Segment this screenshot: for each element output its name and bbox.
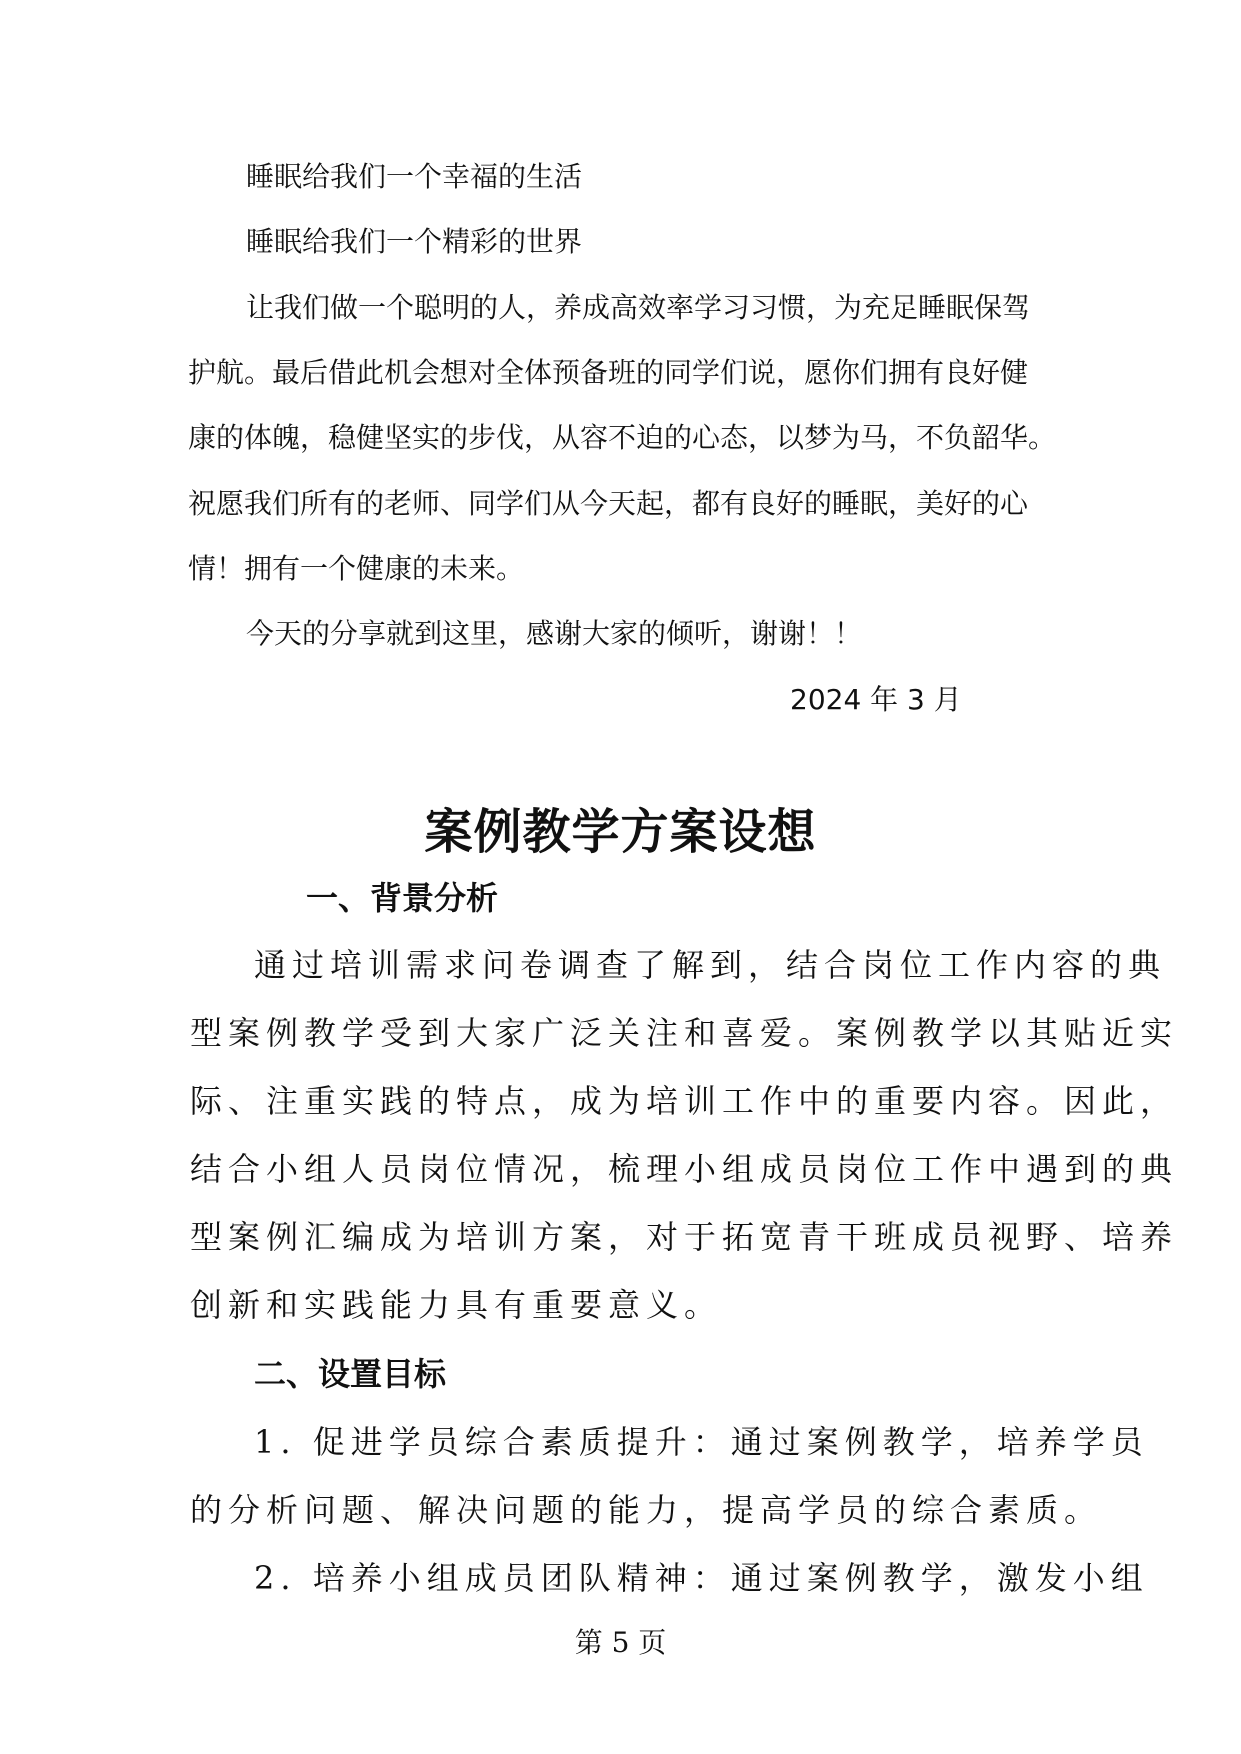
- goal-item-1-line: 的分析问题、解决问题的能力，提高学员的综合素质。: [190, 1491, 1103, 1529]
- background-paragraph-line: 际、注重实践的特点，成为培训工作中的重要内容。因此，: [190, 1082, 1179, 1120]
- speech-paragraph-line: 让我们做一个聪明的人，养成高效率学习习惯，为充足睡眠保驾: [246, 291, 1031, 324]
- speech-paragraph-line: 情！拥有一个健康的未来。: [188, 552, 525, 585]
- goal-item-2-line: 2. 培养小组成员团队精神：通过案例教学，激发小组: [254, 1559, 1149, 1597]
- background-paragraph-line: 通过培训需求问卷调查了解到，结合岗位工作内容的典: [254, 946, 1167, 984]
- page-number: 第 5 页: [574, 1626, 667, 1659]
- speech-paragraph-line: 祝愿我们所有的老师、同学们从今天起，都有良好的睡眠，美好的心: [188, 487, 1029, 520]
- speech-thanks: 今天的分享就到这里，感谢大家的倾听，谢谢！！: [246, 617, 863, 650]
- background-paragraph-line: 型案例汇编成为培训方案，对于拓宽青干班成员视野、培养: [190, 1218, 1179, 1256]
- background-paragraph-line: 创新和实践能力具有重要意义。: [190, 1286, 723, 1324]
- plan-title: 案例教学方案设想: [424, 804, 817, 860]
- background-paragraph-line: 结合小组人员岗位情况，梳理小组成员岗位工作中遇到的典: [190, 1150, 1179, 1188]
- speech-date: 2024 年 3 月: [790, 683, 962, 716]
- speech-paragraph-line: 护航。最后借此机会想对全体预备班的同学们说，愿你们拥有良好健: [188, 356, 1029, 389]
- background-paragraph-line: 型案例教学受到大家广泛关注和喜爱。案例教学以其贴近实: [190, 1014, 1179, 1052]
- goal-item-1-line: 1. 促进学员综合素质提升：通过案例教学，培养学员: [254, 1423, 1149, 1461]
- speech-line-2: 睡眠给我们一个精彩的世界: [246, 225, 583, 258]
- speech-paragraph-line: 康的体魄，稳健坚实的步伐，从容不迫的心态，以梦为马，不负韶华。: [188, 421, 1057, 454]
- section-heading-background: 一、背景分析: [306, 879, 499, 917]
- speech-line-1: 睡眠给我们一个幸福的生活: [246, 160, 583, 193]
- section-heading-goals: 二、设置目标: [254, 1355, 447, 1393]
